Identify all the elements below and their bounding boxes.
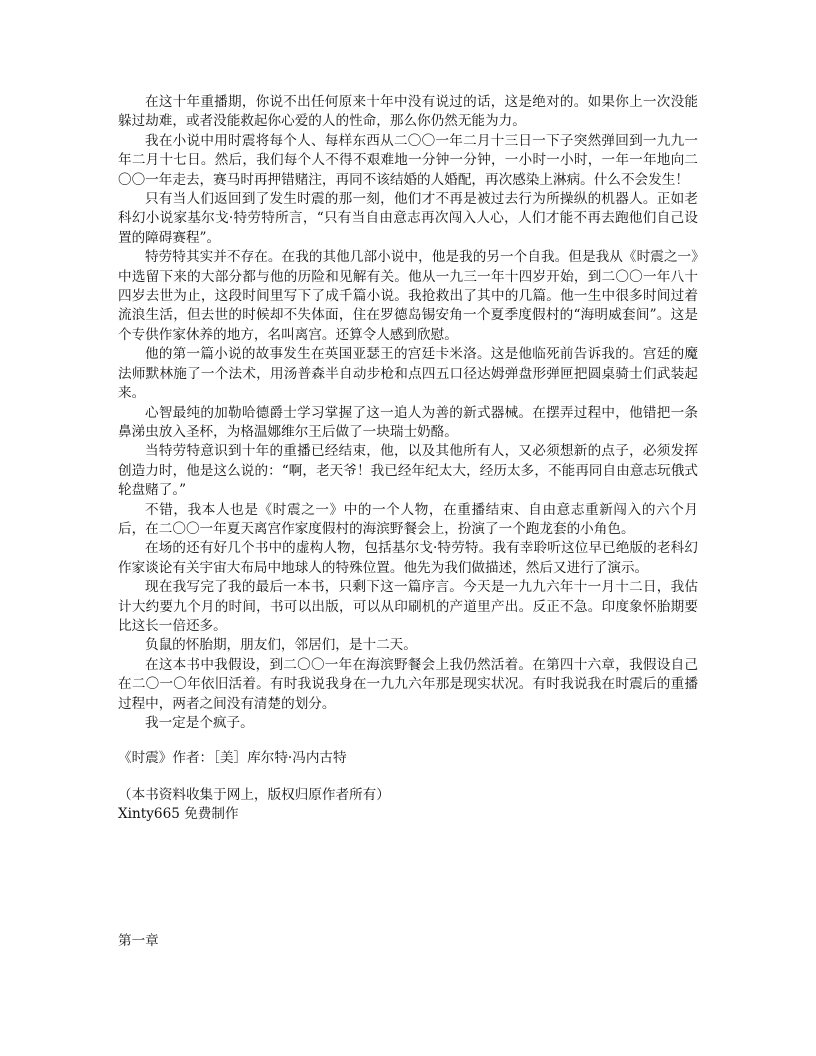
paragraph: 负鼠的怀胎期，朋友们，邻居们，是十二天。 bbox=[145, 637, 417, 654]
paragraph: 在场的还有好几个书中的虚构人物，包括基尔戈·特劳特。我有幸聆听这位早已绝版的老科幻作家谈论有关宇宙大布局中地球人的特殊位置。他先为我们做描述，然后又进行了演示。 bbox=[118, 540, 698, 576]
paragraph: 我在小说中用时震将每个人、每样东西从二〇〇一年二月十三日一下子突然弹回到一九九一年二月十七日。然后，我们每个人不得不艰难地一分钟一分钟，一小时一小时，一年一年地向二〇〇一年走去，赛马时再押错赌注，再同不该结婚的人婚配，再次感染上淋病。什么不会发生！ bbox=[118, 132, 698, 188]
paragraph: 他的第一篇小说的故事发生在英国亚瑟王的宫廷卡米洛。这是他临死前告诉我的。宫廷的魔法师默林施了一个法术，用汤普森半自动步枪和点四五口径达姆弹盘形弹匣把圆桌骑士们武装起来。 bbox=[118, 346, 698, 402]
paragraph: 心智最纯的加勒哈德爵士学习掌握了这一追人为善的新式器械。在摆弄过程中，他错把一条鼻涕虫放入圣杯，为格温娜维尔王后做了一块瑞士奶酪。 bbox=[118, 404, 698, 440]
source-note: （本书资料收集于网上，版权归原作者所有） bbox=[118, 787, 390, 803]
credit-line: Xinty665 免费制作 bbox=[118, 806, 239, 822]
paragraph: 当特劳特意识到十年的重播已经结束，他，以及其他所有人，又必须想新的点子，必须发挥创造力时，他是这么说的：“啊，老天爷！我已经年纪太大，经历太多，不能再同自由意志玩俄式轮盘赌了。” bbox=[118, 443, 698, 499]
paragraph: 特劳特其实并不存在。在我的其他几部小说中，他是我的另一个自我。但是我从《时震之一》中选留下来的大部分都与他的历险和见解有关。他从一九三一年十四岁开始，到二〇〇一年八十四岁去世为止，这段时间里写下了成千篇小说。我抢救出了其中的几篇。他一生中很多时间过着流浪生活，但去世的时候却不失体面，住在罗德岛锡安角一个夏季度假村的“海明威套间”。这是个专供作家休养的地方，名叫离宫。还算令人感到欣慰。 bbox=[118, 249, 698, 343]
paragraph: 现在我写完了我的最后一本书，只剩下这一篇序言。今天是一九九六年十一月十二日，我估计大约要九个月的时间，书可以出版，可以从印刷机的产道里产出。反正不急。印度象怀胎期要比这长一倍还多。 bbox=[118, 579, 698, 634]
paragraph: 在这十年重播期，你说不出任何原来十年中没有说过的话，这是绝对的。如果你上一次没能躲过劫难，或者没能救起你心爱的人的性命，那么你仍然无能为力。 bbox=[118, 94, 698, 130]
paragraph: 我一定是个疯子。 bbox=[145, 715, 254, 731]
chapter-heading: 第一章 bbox=[118, 933, 159, 949]
paragraph: 不错，我本人也是《时震之一》中的一个人物，在重播结束、自由意志重新闯入的六个月后，在二〇〇一年夏天离宫作家度假村的海滨野餐会上，扮演了一个跑龙套的小角色。 bbox=[118, 501, 698, 537]
paragraph: 只有当人们返回到了发生时震的那一刻，他们才不再是被过去行为所操纵的机器人。正如老科幻小说家基尔戈·特劳特所言，“只有当自由意志再次闯入人心，人们才能不再去跑他们自己设置的障碍赛程”。 bbox=[118, 191, 698, 246]
preface-body bbox=[118, 93, 698, 733]
book-title-line: 《时震》作者：［美］库尔特·冯内古特 bbox=[118, 750, 347, 766]
paragraph: 在这本书中我假设，到二〇〇一年在海滨野餐会上我仍然活着。在第四十六章，我假设自己在二〇一〇年依旧活着。有时我说我身在一九九六年那是现实状况。有时我说我在时震后的重播过程中，两者之间没有清楚的划分。 bbox=[118, 656, 698, 712]
